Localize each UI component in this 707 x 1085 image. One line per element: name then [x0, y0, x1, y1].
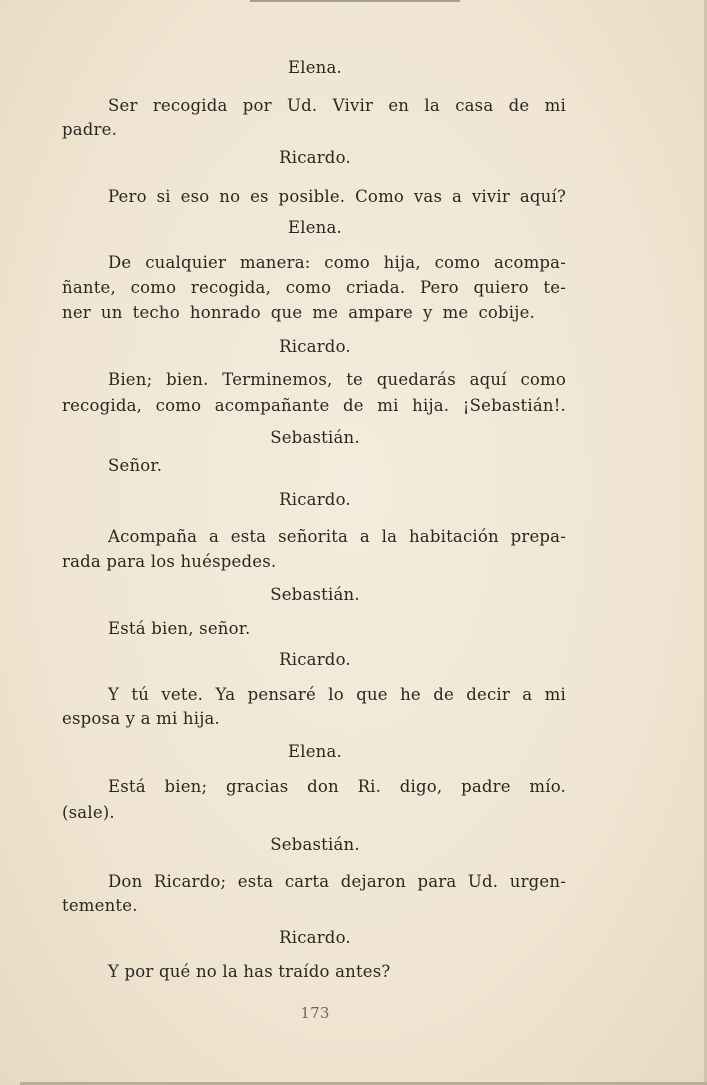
dialogue-line: padre.	[62, 120, 118, 139]
dialogue-line: (sale).	[62, 803, 115, 822]
dialogue-line: Y por qué no la has traído antes?	[108, 962, 391, 981]
speaker-name: Ricardo.	[279, 650, 351, 669]
dialogue-line: ñante, como recogida, como criada. Pero quiero te-	[62, 278, 566, 297]
dialogue-line: Bien; bien. Terminemos, te quedarás aquí como	[108, 370, 566, 389]
speaker-name: Sebastián.	[270, 585, 360, 604]
dialogue-line: esposa y a mi hija.	[62, 709, 220, 728]
dialogue-line: rada para los huéspedes.	[62, 552, 277, 571]
dialogue-line: ner un techo honrado que me ampare y me cobije.	[62, 303, 535, 322]
speaker-name: Sebastián.	[270, 428, 360, 447]
dialogue-line: recogida, como acompañante de mi hija. ¡Sebastián!.	[62, 396, 566, 415]
dialogue-line: De cualquier manera: como hija, como acompa-	[108, 253, 566, 272]
dialogue-line: temente.	[62, 896, 138, 915]
dialogue-line: Está bien, señor.	[108, 619, 251, 638]
speaker-name: Ricardo.	[279, 337, 351, 356]
speaker-name: Sebastián.	[270, 835, 360, 854]
speaker-name: Elena.	[288, 218, 342, 237]
speaker-name: Elena.	[288, 742, 342, 761]
dialogue-line: Don Ricardo; esta carta dejaron para Ud. urgen-	[108, 872, 566, 891]
dialogue-line: Ser recogida por Ud. Vivir en la casa de mi	[108, 96, 566, 115]
dialogue-line: Acompaña a esta señorita a la habitación prepa-	[108, 527, 566, 546]
speaker-name: Ricardo.	[279, 928, 351, 947]
speaker-name: Elena.	[288, 58, 342, 77]
page-top-edge	[250, 0, 460, 2]
dialogue-line: Está bien; gracias don Ri. digo, padre mío.	[108, 777, 566, 796]
speaker-name: Ricardo.	[279, 148, 351, 167]
page-number: 173	[300, 1004, 330, 1022]
dialogue-line: Y tú vete. Ya pensaré lo que he de decir a mi	[108, 685, 566, 704]
speaker-name: Ricardo.	[279, 490, 351, 509]
dialogue-line: Señor.	[108, 456, 163, 475]
dialogue-line: Pero si eso no es posible. Como vas a vivir aquí?	[108, 187, 566, 206]
